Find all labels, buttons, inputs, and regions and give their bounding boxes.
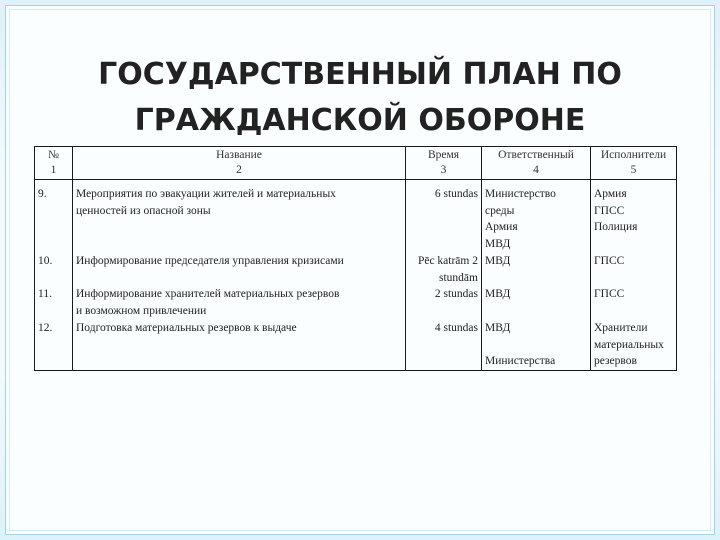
header-cell-responsible — [482, 147, 591, 180]
row-responsible-line: МВД — [485, 322, 511, 334]
row-responsible — [482, 252, 591, 286]
row-name — [73, 180, 406, 253]
row-executor-line: резервов — [594, 355, 637, 367]
row-number: 11. — [35, 286, 73, 319]
row-number: 9. — [35, 180, 73, 253]
row-number: 12. — [35, 319, 73, 370]
row-responsible-line: Министерства — [485, 355, 556, 367]
row-executor-line: Хранители — [594, 322, 648, 334]
row-responsible-line: МВД — [485, 288, 511, 300]
header-index: 3 — [440, 164, 447, 176]
row-executors — [591, 319, 677, 370]
row-executor-line: ГПСС — [594, 255, 625, 267]
row-responsible — [482, 286, 591, 319]
header-index: 2 — [236, 164, 242, 176]
row-time — [406, 286, 482, 319]
header-label: Время — [427, 149, 460, 161]
table-row — [35, 286, 677, 319]
header-cell-name — [73, 147, 406, 180]
header-index: 5 — [630, 164, 637, 176]
row-name-line: Информирование председателя управления кризисами — [76, 255, 344, 267]
row-executors — [591, 252, 677, 286]
header-label: Исполнители — [600, 149, 667, 161]
row-responsible — [482, 319, 591, 370]
row-executor-line: Армия — [594, 188, 627, 200]
row-time — [406, 180, 482, 253]
row-time — [406, 319, 482, 370]
row-time-line: stundām — [439, 271, 478, 284]
table-row — [35, 252, 677, 286]
table-header-row — [35, 147, 677, 180]
table-row — [35, 319, 677, 370]
row-responsible-line: Министерство — [485, 188, 556, 200]
header-cell-executors — [591, 147, 677, 180]
row-responsible-line: среды — [485, 204, 515, 217]
row-name — [73, 286, 406, 319]
row-name-line: Мероприятия по эвакуации жителей и материальных — [76, 188, 336, 200]
row-name — [73, 319, 406, 370]
row-responsible-line: МВД — [485, 255, 511, 267]
row-time-line: 6 stundas — [434, 188, 478, 200]
row-number: 10. — [35, 252, 73, 286]
header-index: 1 — [50, 164, 57, 176]
row-name-line: ценностей из опасной зоны — [76, 204, 211, 217]
row-executor-line: ГПСС — [594, 288, 625, 300]
row-responsible-line: Армия — [485, 221, 518, 233]
header-label: Ответственный — [498, 149, 574, 161]
row-responsible — [482, 180, 591, 253]
row-time-line: 4 stundas — [434, 322, 478, 334]
table-row — [35, 180, 677, 253]
row-time-line: 2 stundas — [434, 288, 478, 300]
plan-table — [34, 146, 677, 371]
row-executor-line: ГПСС — [594, 204, 625, 217]
header-cell-number — [35, 147, 73, 180]
row-executors — [591, 286, 677, 319]
row-time-line: Pēc katrām 2 — [417, 255, 478, 267]
page-title: ГОСУДАРСТВЕННЫЙ ПЛАН ПО ГРАЖДАНСКОЙ ОБОРОНЕ — [98, 57, 622, 138]
header-label: № — [48, 149, 59, 161]
header-label: Название — [216, 149, 262, 161]
row-name — [73, 252, 406, 286]
row-executors — [591, 180, 677, 253]
row-responsible-line: МВД — [485, 237, 511, 250]
row-executor-line: Полиция — [594, 221, 638, 233]
header-index: 4 — [533, 164, 539, 176]
row-time — [406, 252, 482, 286]
header-cell-time — [406, 147, 482, 180]
row-executor-line: материальных — [594, 338, 664, 351]
row-name-line: Информирование хранителей материальных резервов — [76, 288, 340, 300]
row-responsible-spacer — [485, 337, 587, 354]
row-name-line: и возможном привлечении — [76, 304, 207, 317]
row-name-line: Подготовка материальных резервов к выдаче — [76, 322, 297, 334]
